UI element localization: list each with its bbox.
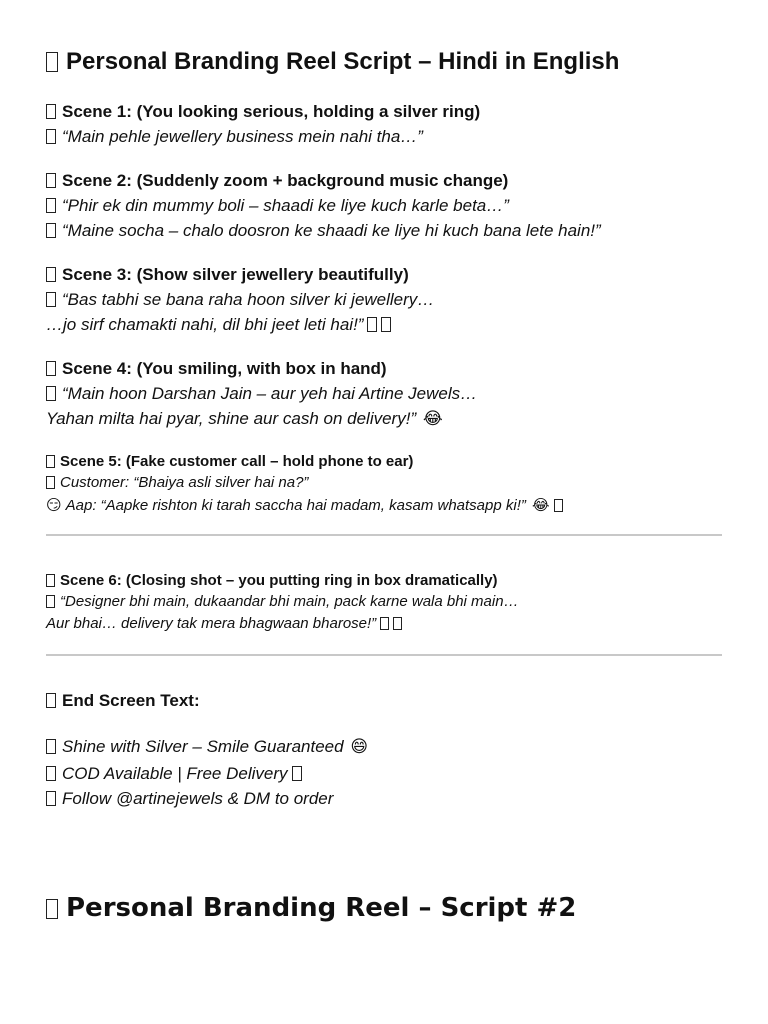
- scene-4-line-1: “Main hoon Darshan Jain – aur yeh hai Artine Jewels…: [46, 381, 477, 406]
- scene-2-line-2: “Maine socha – chalo doosron ke shaadi ke liye hi kuch bana lete hain!”: [46, 218, 601, 243]
- missing-glyph-icon: [46, 791, 56, 806]
- missing-glyph-icon: [46, 292, 56, 307]
- end-screen-line-2: COD Available | Free Delivery: [46, 761, 368, 787]
- scene-4: [46, 357, 477, 432]
- missing-glyph-icon: [46, 223, 56, 238]
- missing-glyph-icon: [46, 693, 56, 708]
- scene-1-heading: Scene 1: (You looking serious, holding a silver ring): [46, 100, 480, 124]
- smirk-emoji-icon: 😏: [46, 496, 62, 514]
- missing-glyph-icon: [46, 104, 56, 119]
- missing-glyph-icon: [367, 317, 377, 332]
- scene-3-line-2: …jo sirf chamakti nahi, dil bhi jeet leti hai!”: [46, 312, 434, 337]
- scene-3-line-1: “Bas tabhi se bana raha hoon silver ki jewellery…: [46, 287, 434, 312]
- scene-5-line-2: 😏 Aap: “Aapke rishton ki tarah saccha hai madam, kasam whatsapp ki!” 😂: [46, 494, 563, 517]
- missing-glyph-icon: [46, 739, 56, 754]
- scene-2-line-1: “Phir ek din mummy boli – shaadi ke liye kuch karle beta…”: [46, 193, 601, 218]
- scene-4-heading: Scene 4: (You smiling, with box in hand): [46, 357, 477, 381]
- scene-5-heading: Scene 5: (Fake customer call – hold phone to ear): [46, 451, 563, 472]
- scene-6-heading: Scene 6: (Closing shot – you putting ring in box dramatically): [46, 570, 519, 591]
- end-screen-line-3: Follow @artinejewels & DM to order: [46, 786, 368, 812]
- end-screen-list: [46, 734, 368, 812]
- script-2-title-text: Personal Branding Reel – Script #2: [66, 893, 577, 923]
- missing-glyph-icon: [46, 386, 56, 401]
- missing-glyph-icon: [46, 361, 56, 376]
- missing-glyph-icon: [46, 766, 56, 781]
- missing-glyph-icon: [46, 455, 55, 468]
- document-title: [46, 48, 619, 76]
- scene-4-line-2: Yahan milta hai pyar, shine aur cash on delivery!” 😂: [46, 406, 477, 432]
- scene-3: [46, 263, 434, 337]
- horizontal-divider: [46, 534, 722, 536]
- missing-glyph-icon: [393, 617, 402, 630]
- scene-1: [46, 100, 480, 149]
- missing-glyph-icon: [554, 499, 563, 512]
- missing-glyph-icon: [380, 617, 389, 630]
- missing-glyph-icon: [292, 766, 302, 781]
- scene-1-line-1: “Main pehle jewellery business mein nahi tha…”: [46, 124, 480, 149]
- missing-glyph-icon: [46, 574, 55, 587]
- scene-5-line-1: Customer: “Bhaiya asli silver hai na?”: [46, 472, 563, 494]
- missing-glyph-icon: [46, 595, 55, 608]
- scene-6: [46, 570, 519, 635]
- missing-glyph-icon: [46, 198, 56, 213]
- scene-6-line-1: “Designer bhi main, dukaandar bhi main, pack karne wala bhi main…: [46, 591, 519, 613]
- grinning-emoji-icon: 😄: [350, 737, 369, 757]
- scene-6-line-2: Aur bhai… delivery tak mera bhagwaan bharose!”: [46, 613, 519, 635]
- laughing-emoji-icon: 😂: [532, 496, 550, 514]
- document-title-text: Personal Branding Reel Script – Hindi in English: [66, 48, 620, 75]
- script-2-title: [46, 893, 576, 923]
- horizontal-divider: [46, 654, 722, 656]
- missing-glyph-icon: [46, 173, 56, 188]
- missing-glyph-icon: [46, 476, 55, 489]
- missing-glyph-icon: [46, 52, 58, 72]
- scene-2-heading: Scene 2: (Suddenly zoom + background music change): [46, 169, 601, 193]
- scene-5: [46, 451, 563, 517]
- laughing-emoji-icon: 😂: [422, 409, 443, 429]
- scene-2: [46, 169, 601, 243]
- missing-glyph-icon: [46, 899, 58, 919]
- missing-glyph-icon: [381, 317, 391, 332]
- end-screen-line-1: Shine with Silver – Smile Guaranteed 😄: [46, 734, 368, 761]
- end-screen-heading: End Screen Text:: [46, 691, 200, 711]
- scene-3-heading: Scene 3: (Show silver jewellery beautifully): [46, 263, 434, 287]
- missing-glyph-icon: [46, 129, 56, 144]
- missing-glyph-icon: [46, 267, 56, 282]
